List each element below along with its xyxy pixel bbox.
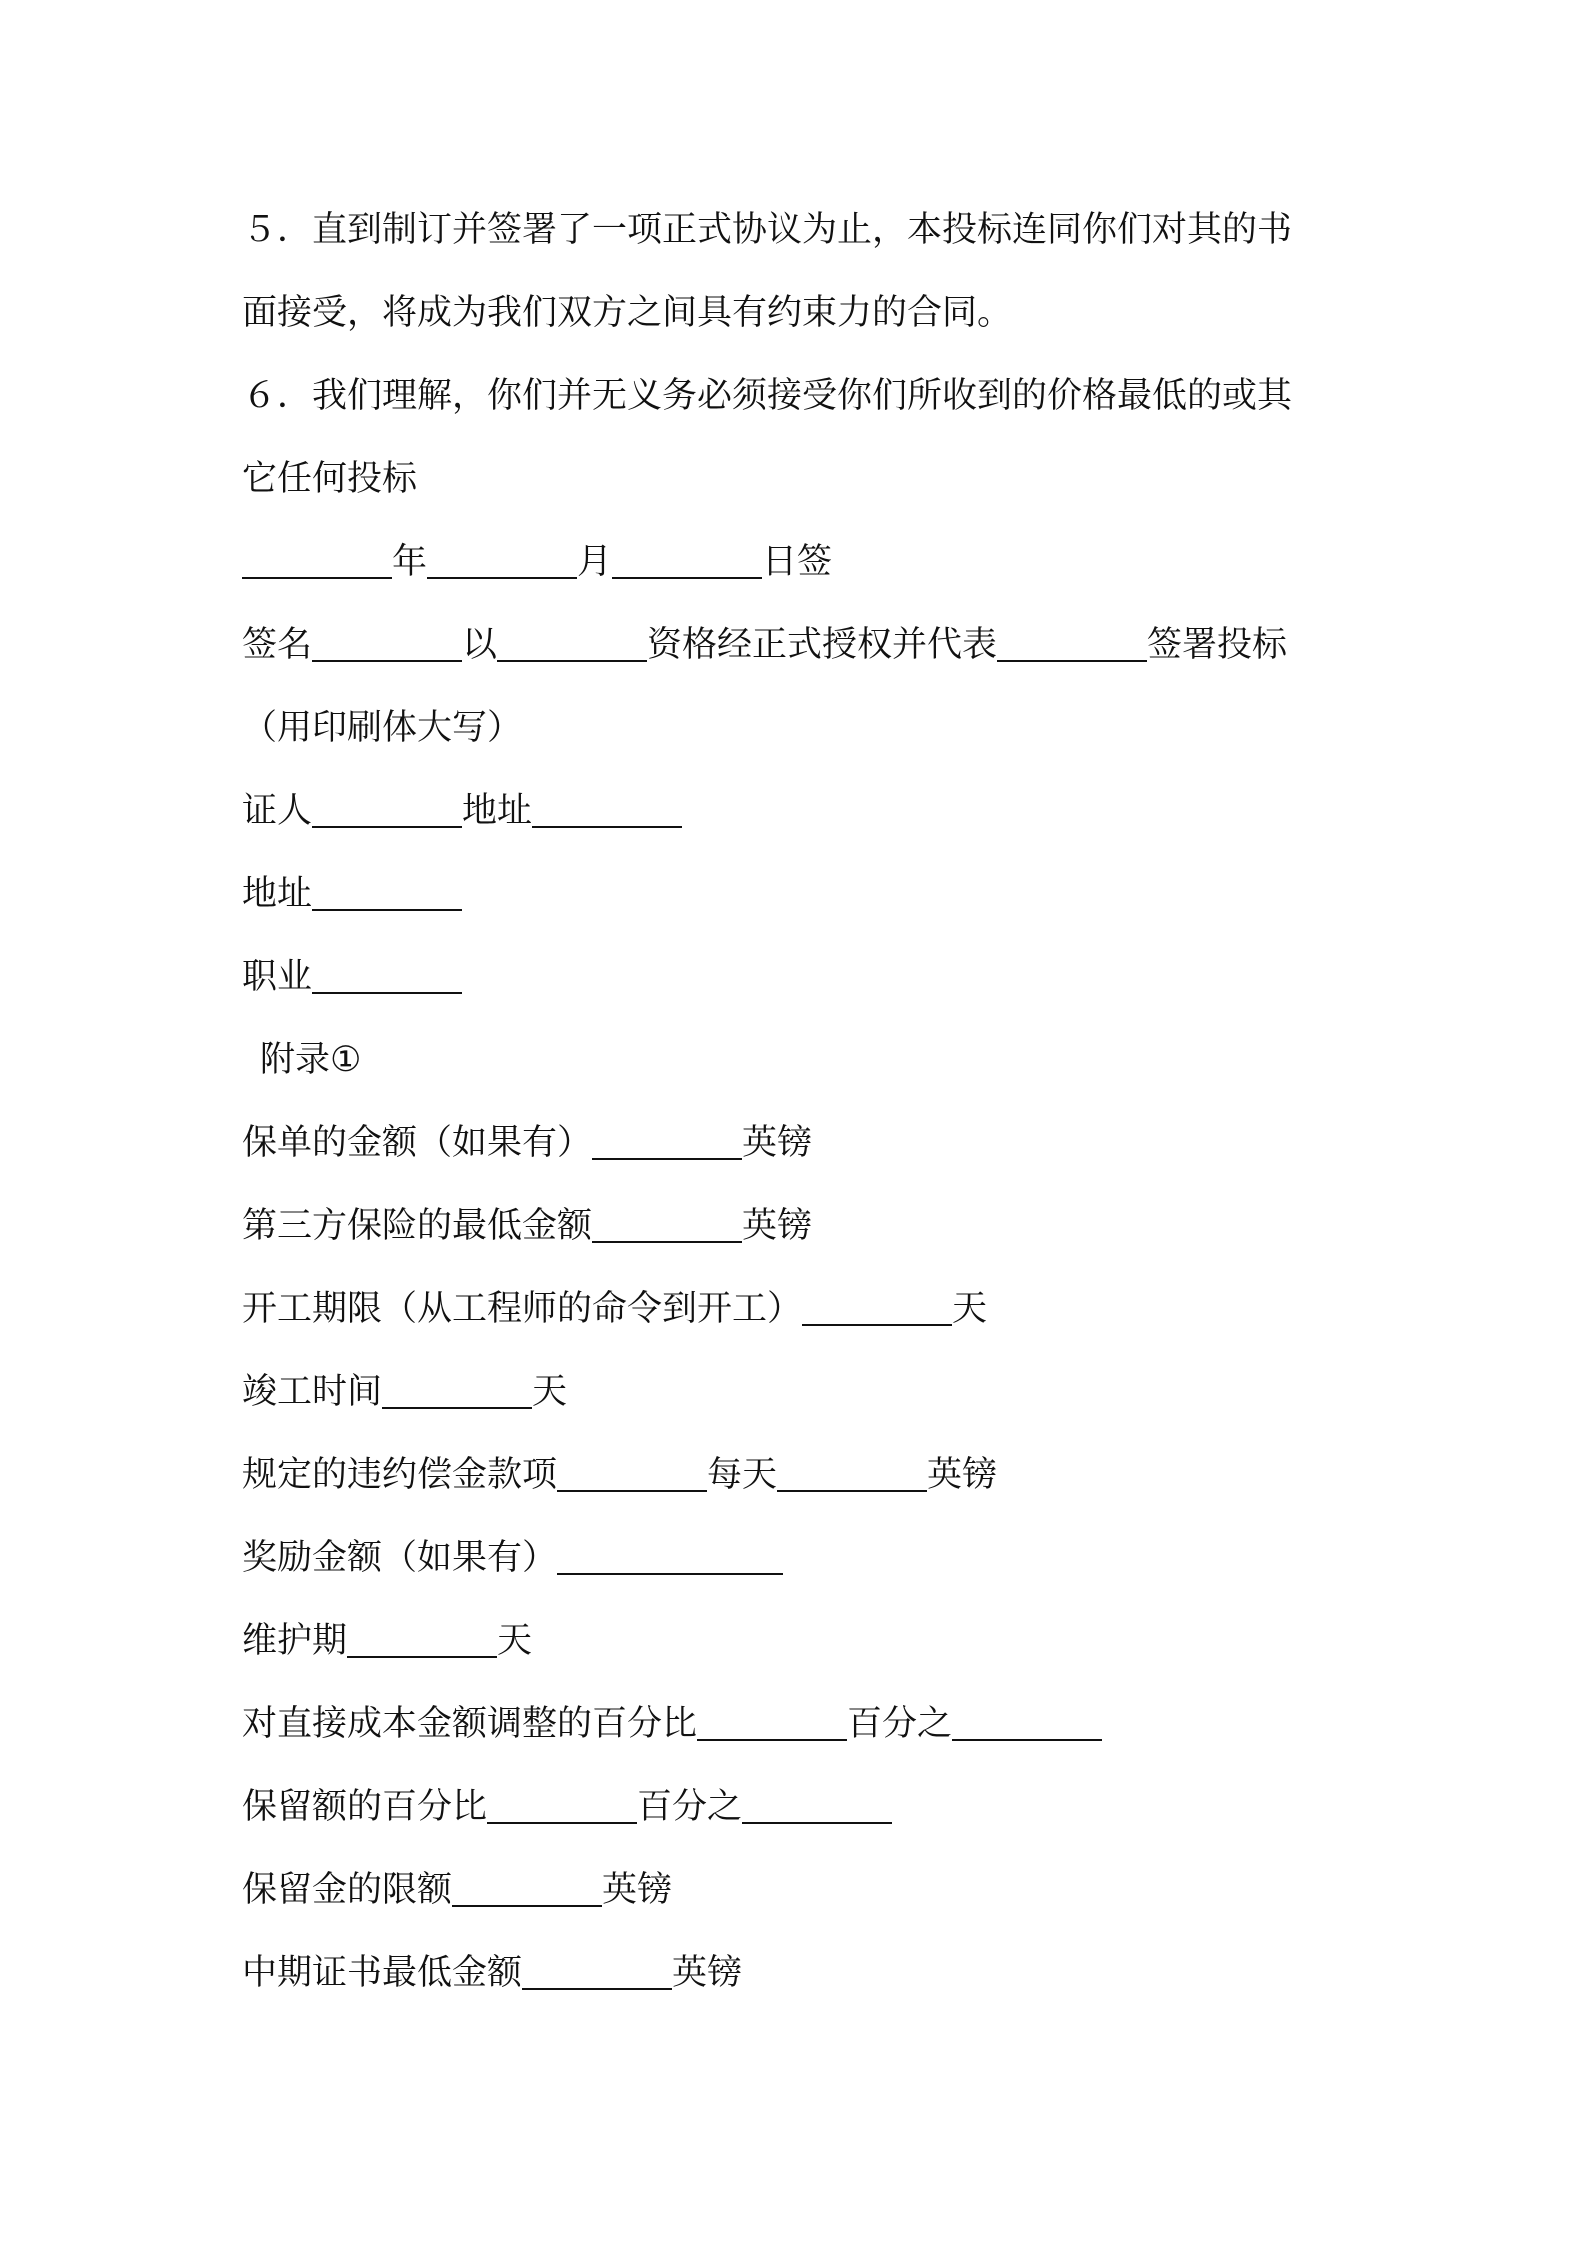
occupation-blank[interactable] — [312, 958, 462, 994]
bond-amount-blank[interactable] — [592, 1124, 742, 1160]
date-sign-line — [242, 540, 832, 584]
liquidated-damages-blank[interactable] — [557, 1456, 707, 1492]
month-label: 月 — [577, 542, 613, 582]
retention-percentage-label: 保留额的百分比 — [242, 1787, 488, 1827]
maintenance-period-line — [242, 1619, 532, 1663]
capacity-label: 资格经正式授权并代表 — [647, 625, 998, 665]
retention-limit-blank[interactable] — [452, 1871, 602, 1907]
witness-address-blank[interactable] — [532, 792, 682, 828]
liquidated-damages-label: 规定的违约偿金款项 — [242, 1455, 558, 1495]
sign-bid-label: 签署投标 — [1147, 625, 1288, 665]
commencement-period-blank[interactable] — [802, 1290, 952, 1326]
day-unit: 天 — [952, 1289, 988, 1329]
percent-of-label: 百分之 — [637, 1787, 743, 1827]
percent-of-label: 百分之 — [847, 1704, 953, 1744]
capacity-blank[interactable] — [497, 626, 647, 662]
paragraph-6-line-1: ６．我们理解，你们并无义务必须接受你们所收到的价格最低的或其 — [242, 376, 1293, 416]
day-unit: 天 — [497, 1621, 533, 1661]
retention-limit-label: 保留金的限额 — [242, 1870, 453, 1910]
retention-limit-line — [242, 1868, 672, 1912]
as-label: 以 — [462, 625, 498, 665]
third-party-insurance-blank[interactable] — [592, 1207, 742, 1243]
maintenance-period-blank[interactable] — [347, 1622, 497, 1658]
occupation-line — [242, 955, 462, 999]
pound-unit: 英镑 — [742, 1123, 813, 1163]
retention-percent-blank[interactable] — [742, 1788, 892, 1824]
address-line — [242, 872, 462, 916]
third-party-insurance-label: 第三方保险的最低金额 — [242, 1206, 593, 1246]
month-blank[interactable] — [427, 543, 577, 579]
address-blank[interactable] — [312, 875, 462, 911]
paragraph-6-line-2: 它任何投标 — [242, 459, 418, 499]
direct-cost-adjustment-label: 对直接成本金额调整的百分比 — [242, 1704, 698, 1744]
bonus-amount-label: 奖励金额（如果有） — [242, 1538, 558, 1578]
pound-unit: 英镑 — [672, 1953, 743, 1993]
witness-label: 证人 — [242, 791, 313, 831]
third-party-insurance-line — [242, 1204, 812, 1248]
bond-amount-label: 保单的金额（如果有） — [242, 1123, 593, 1163]
sign-label: 签名 — [242, 625, 313, 665]
day-unit: 天 — [532, 1372, 568, 1412]
completion-time-line — [242, 1370, 567, 1414]
address-label: 地址 — [242, 874, 313, 914]
paragraph-5-line-2: 面接受，将成为我们双方之间具有约束力的合同。 — [242, 293, 1013, 333]
day-blank[interactable] — [612, 543, 762, 579]
retention-percentage-blank[interactable] — [487, 1788, 637, 1824]
direct-cost-adjustment-line — [242, 1702, 1102, 1746]
maintenance-period-label: 维护期 — [242, 1621, 348, 1661]
bonus-amount-blank[interactable] — [557, 1539, 783, 1575]
completion-time-blank[interactable] — [382, 1373, 532, 1409]
liquidated-damages-line — [242, 1453, 997, 1497]
per-day-label: 每天 — [707, 1455, 778, 1495]
occupation-label: 职业 — [242, 957, 313, 997]
interim-certificate-blank[interactable] — [522, 1954, 672, 1990]
pound-unit: 英镑 — [602, 1870, 673, 1910]
signature-line — [242, 623, 1287, 667]
commencement-period-line — [242, 1287, 987, 1331]
witness-blank[interactable] — [312, 792, 462, 828]
witness-line — [242, 789, 682, 833]
appendix-title: 附录① — [260, 1040, 362, 1080]
retention-percentage-line — [242, 1785, 892, 1829]
year-label: 年 — [392, 542, 428, 582]
paragraph-5-line-1: ５．直到制订并签署了一项正式协议为止，本投标连同你们对其的书 — [242, 210, 1293, 250]
bond-amount-line — [242, 1121, 812, 1165]
completion-time-label: 竣工时间 — [242, 1372, 383, 1412]
print-note: （用印刷体大写） — [242, 708, 523, 748]
interim-certificate-line — [242, 1951, 742, 1995]
interim-certificate-label: 中期证书最低金额 — [242, 1953, 523, 1993]
signature-blank[interactable] — [312, 626, 462, 662]
witness-address-label: 地址 — [462, 791, 533, 831]
pound-unit: 英镑 — [742, 1206, 813, 1246]
behalf-blank[interactable] — [997, 626, 1147, 662]
per-day-amount-blank[interactable] — [777, 1456, 927, 1492]
day-sign-label: 日签 — [762, 542, 833, 582]
direct-cost-adjustment-blank[interactable] — [697, 1705, 847, 1741]
pound-unit: 英镑 — [927, 1455, 998, 1495]
direct-cost-percent-blank[interactable] — [952, 1705, 1102, 1741]
bonus-amount-line — [242, 1536, 783, 1580]
year-blank[interactable] — [242, 543, 392, 579]
commencement-period-label: 开工期限（从工程师的命令到开工） — [242, 1289, 803, 1329]
